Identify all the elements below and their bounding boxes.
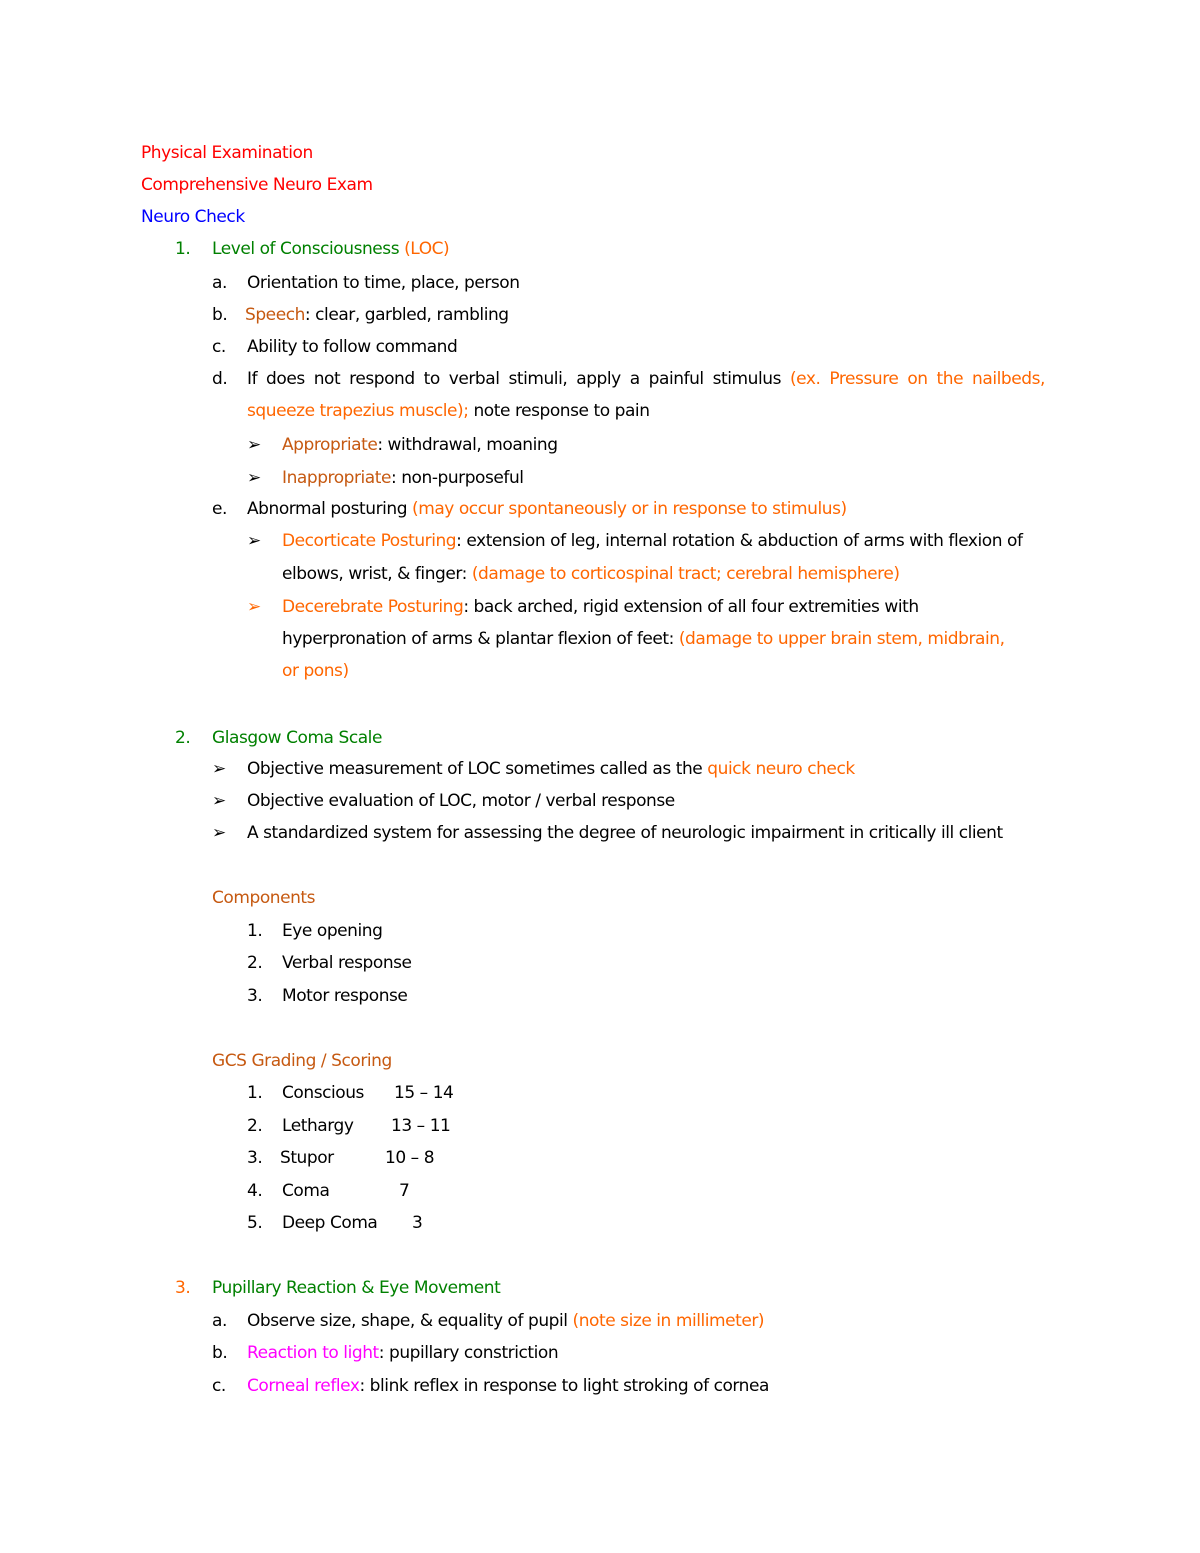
gcs-bullet-3: [212, 822, 1003, 844]
item-text: Orientation to time, place, person: [247, 273, 520, 293]
section-1-heading: [175, 238, 450, 260]
item-desc: : non-purposeful: [391, 468, 524, 488]
list-item-1d: [212, 368, 1045, 390]
paren-note: (damage to upper brain stem, midbrain,: [678, 629, 1005, 649]
list-item-1b: [212, 304, 509, 326]
list-item-1a: [212, 272, 520, 294]
grade-score: 10 – 8: [385, 1148, 435, 1168]
item-label: 5.: [247, 1213, 263, 1233]
paren-note: squeeze trapezius muscle);: [247, 401, 469, 421]
paren-note: (damage to corticospinal tract; cerebral hemisphere): [471, 564, 900, 584]
bullet-text: [247, 758, 855, 780]
bullet-inappropriate: [247, 467, 524, 489]
bullet-decerebrate-continued-2: or pons): [282, 661, 349, 681]
item-label: c.: [212, 337, 226, 357]
item-desc: : clear, garbled, rambling: [304, 305, 509, 325]
list-item-1c: [212, 336, 458, 358]
item-text: [247, 1375, 769, 1397]
list-item-3c: [212, 1375, 769, 1397]
term-decorticate: Decorticate Posturing: [282, 531, 457, 551]
grade-label: Stupor: [280, 1148, 334, 1168]
components-heading: Components: [212, 888, 316, 908]
section-number: 1.: [175, 239, 191, 259]
bullet-text: Objective evaluation of LOC, motor / verbal response: [247, 791, 675, 811]
item-desc: : withdrawal, moaning: [377, 435, 558, 455]
item-desc: note response to pain: [473, 401, 650, 421]
item-text: [245, 304, 509, 326]
paren-note: (may occur spontaneously or in response to stimulus): [412, 499, 847, 519]
item-desc: If does not respond to verbal stimuli, apply a painful stimulus: [247, 369, 781, 389]
gcs-bullet-1: [212, 758, 855, 780]
section-3-title: Pupillary Reaction & Eye Movement: [212, 1278, 501, 1298]
grade-score: 13 – 11: [391, 1116, 451, 1136]
arrow-bullet-icon: ➢: [212, 823, 226, 843]
item-desc: : extension of leg, internal rotation & abduction of arms with flexion of: [456, 531, 1023, 551]
term-speech: Speech: [245, 305, 305, 325]
item-text: Eye opening: [282, 921, 383, 941]
item-desc: hyperpronation of arms & plantar flexion of feet:: [282, 629, 674, 649]
bullet-text: [282, 467, 524, 489]
item-desc: elbows, wrist, & finger:: [282, 564, 467, 584]
item-desc: Observe size, shape, & equality of pupil: [247, 1311, 568, 1331]
bullet-decorticate-continued: [282, 563, 900, 585]
item-label: a.: [212, 273, 227, 293]
component-item-1: [247, 920, 383, 942]
item-desc: Objective measurement of LOC sometimes called as the: [247, 759, 703, 779]
grading-row-3: [247, 1147, 435, 1169]
item-label: 3.: [247, 986, 263, 1006]
loc-abbrev: (LOC): [404, 239, 450, 259]
item-desc: : back arched, rigid extension of all four extremities with: [463, 597, 919, 617]
term-corneal-reflex: Corneal reflex: [247, 1376, 360, 1396]
arrow-bullet-icon: ➢: [212, 791, 226, 811]
item-label: 2.: [247, 953, 263, 973]
bullet-text: [282, 434, 558, 456]
grade-label: Deep Coma: [282, 1213, 378, 1233]
section-title-text: Level of Consciousness: [212, 239, 400, 259]
grading-row-2: [247, 1115, 451, 1137]
bullet-decorticate: [247, 530, 1023, 552]
bullet-text: A standardized system for assessing the degree of neurologic impairment in critically ill client: [247, 823, 1003, 843]
item-text: [247, 498, 847, 520]
bullet-appropriate: [247, 434, 558, 456]
paren-note: (note size in millimeter): [572, 1311, 765, 1331]
arrow-bullet-icon: ➢: [247, 531, 261, 551]
item-label: 3.: [247, 1148, 263, 1168]
item-text: Ability to follow command: [247, 337, 458, 357]
grade-score: 3: [412, 1213, 423, 1233]
item-label: a.: [212, 1311, 227, 1331]
item-label: c.: [212, 1376, 226, 1396]
item-label: 2.: [247, 1116, 263, 1136]
heading-neuro-check: Neuro Check: [141, 207, 245, 227]
component-item-2: [247, 952, 412, 974]
section-number: 3.: [175, 1278, 191, 1298]
grade-label: Lethargy: [282, 1116, 354, 1136]
section-2-heading: [175, 727, 382, 749]
quick-neuro-check-highlight: quick neuro check: [707, 759, 855, 779]
item-desc: : blink reflex in response to light stroking of cornea: [359, 1376, 769, 1396]
grade-score: 15 – 14: [394, 1083, 454, 1103]
grade-label: Conscious: [282, 1083, 364, 1103]
item-label: d.: [212, 369, 228, 389]
heading-physical-examination: Physical Examination: [141, 143, 313, 163]
list-item-3a: [212, 1310, 765, 1332]
list-item-3b: [212, 1342, 559, 1364]
item-label: 1.: [247, 1083, 263, 1103]
list-item-1d-continued: [247, 400, 650, 422]
item-desc: Abnormal posturing: [247, 499, 408, 519]
list-item-1e: [212, 498, 847, 520]
arrow-bullet-icon: ➢: [212, 759, 226, 779]
arrow-bullet-icon: ➢: [247, 435, 261, 455]
component-item-3: [247, 985, 408, 1007]
bullet-text: [282, 530, 1023, 552]
grading-row-5: [247, 1212, 423, 1234]
item-desc: : pupillary constriction: [378, 1343, 559, 1363]
paren-note: (ex. Pressure on the nailbeds,: [789, 369, 1045, 389]
item-text: [247, 1310, 764, 1332]
item-label: 1.: [247, 921, 263, 941]
grading-row-1: [247, 1082, 454, 1104]
term-inappropriate: Inappropriate: [282, 468, 391, 488]
item-text: Verbal response: [282, 953, 412, 973]
item-text: [247, 368, 1045, 390]
section-1-title: [212, 238, 449, 260]
term-appropriate: Appropriate: [282, 435, 378, 455]
grading-row-4: [247, 1180, 410, 1202]
gcs-bullet-2: [212, 790, 675, 812]
item-label: 4.: [247, 1181, 263, 1201]
item-label: b.: [212, 1343, 228, 1363]
arrow-bullet-icon: ➢: [247, 597, 261, 617]
grade-label: Coma: [282, 1181, 330, 1201]
item-text: Motor response: [282, 986, 408, 1006]
heading-comprehensive-neuro-exam: Comprehensive Neuro Exam: [141, 175, 373, 195]
term-reaction-to-light: Reaction to light: [247, 1343, 379, 1363]
section-2-title: Glasgow Coma Scale: [212, 728, 382, 748]
item-label: e.: [212, 499, 227, 519]
section-number: 2.: [175, 728, 191, 748]
bullet-decerebrate: [247, 596, 919, 618]
bullet-decerebrate-continued: [282, 628, 1005, 650]
grade-score: 7: [399, 1181, 410, 1201]
item-text: [247, 1342, 558, 1364]
term-decerebrate: Decerebrate Posturing: [282, 597, 464, 617]
section-3-heading: [175, 1277, 501, 1299]
arrow-bullet-icon: ➢: [247, 468, 261, 488]
gcs-grading-heading: GCS Grading / Scoring: [212, 1051, 392, 1071]
bullet-text: [282, 596, 919, 618]
item-label: b.: [212, 305, 228, 325]
